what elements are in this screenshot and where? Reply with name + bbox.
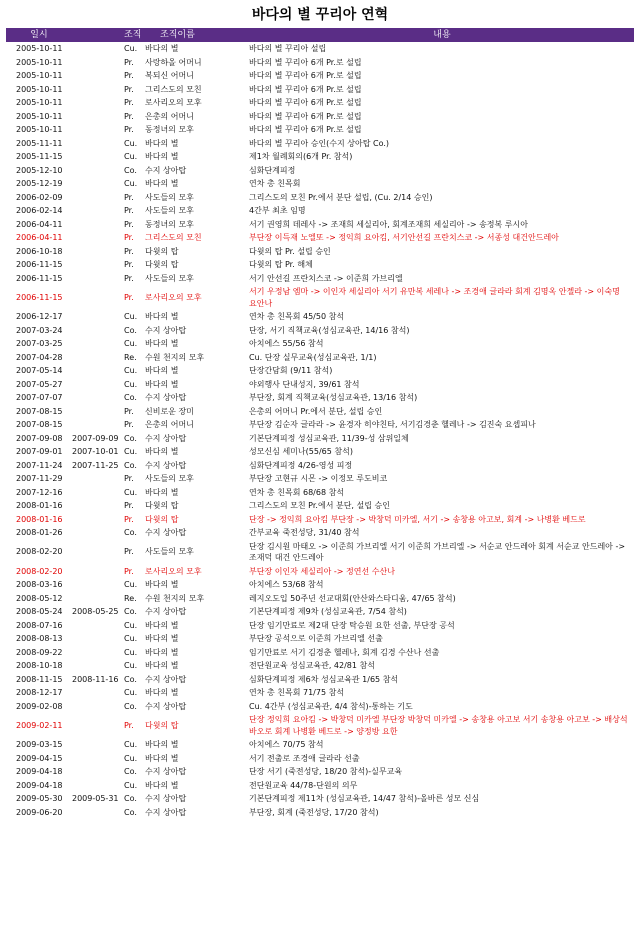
row-org: 그리스도의 모친 xyxy=(145,233,202,242)
table-row xyxy=(6,337,634,351)
row-date: 2005-12-19 xyxy=(16,179,63,188)
row-date: 2009-02-11 xyxy=(16,720,63,730)
row-org: 그리스도의 모친 xyxy=(145,84,202,94)
row-date: 2009-05-30 xyxy=(16,794,63,803)
row-text: 아치에스 55/56 참석 xyxy=(249,339,324,348)
row-text: 단장 임기만료로 제2대 단장 탁승원 요한 선출, 부단장 공석 xyxy=(249,620,455,630)
row-org: 로사리오의 모후 xyxy=(145,292,202,302)
row-text: 제1차 월례회의(6개 Pr. 참석) xyxy=(249,152,353,161)
row-org: 바다의 별 xyxy=(145,44,179,53)
row-org: 수지 상아탑 xyxy=(145,325,187,335)
row-type: Cu. xyxy=(124,661,138,670)
row-text: 서기 우정남 엠마 -> 이인자 세실리아 서기 유만복 세레나 -> 조경애 글라라 회계 김명옥 안젤라 -> 이숙명 요안나 xyxy=(249,287,620,308)
row-date: 2009-04-18 xyxy=(16,780,63,790)
row-org: 바다의 별 xyxy=(145,366,179,375)
row-org: 사도들의 모후 xyxy=(145,547,194,557)
row-org: 수원 천지의 모후 xyxy=(145,352,205,362)
table-row xyxy=(6,565,634,579)
row-type: Pr. xyxy=(124,111,134,121)
header-date: 일시 xyxy=(30,30,48,40)
row-date: 2007-08-15 xyxy=(16,420,63,429)
row-date: 2007-08-15 xyxy=(16,406,63,416)
row-text: 단장 김시원 마태오 -> 이준희 가브리엘 서기 이준희 가브리엘 -> 서순교 안드레아 회계 서순교 안드레아 -> 조재덕 대건 안드레아 xyxy=(249,541,626,562)
row-org: 수지 상아탑 xyxy=(145,528,187,537)
row-type: Pr. xyxy=(124,233,134,242)
row-text: 기본단계피정 제11차 (성심교육관, 14/47 참석)-올바른 성모 신심 xyxy=(249,794,480,803)
row-type: Co. xyxy=(124,325,137,335)
row-type: Cu. xyxy=(124,620,138,630)
row-text: 바다의 별 꾸리아 6개 Pr.로 설립 xyxy=(249,125,362,134)
table-row xyxy=(6,218,634,232)
row-org: 동정녀의 모후 xyxy=(145,219,194,229)
row-end-date: 2007-09-09 xyxy=(72,433,119,443)
row-type: Pr. xyxy=(124,474,134,483)
table-row xyxy=(6,378,634,392)
row-date: 2005-10-11 xyxy=(16,71,63,80)
table-row xyxy=(6,164,634,178)
row-text: 야외행사 단내성지, 39/61 참석 xyxy=(249,379,360,389)
row-text: 아치에스 53/68 참석 xyxy=(249,580,324,589)
row-org: 바다의 별 xyxy=(145,339,179,348)
row-org: 수지 상아탑 xyxy=(145,674,187,684)
row-org: 사도들의 모후 xyxy=(145,206,194,215)
row-text: 단장, 서기 직책교육(성심교육관, 14/16 참석) xyxy=(249,325,410,335)
table-row xyxy=(6,700,634,714)
row-date: 2005-10-11 xyxy=(16,111,63,121)
row-type: Co. xyxy=(124,528,137,537)
row-text: 단장 정익희 요아킴 -> 박창덕 미카엘 부단장 박창덕 미카엘 -> 송창용 아고보 서기 송창용 아고보 -> 배상석 바오로 회계 나병환 베드로 -> 양정방 요한 xyxy=(249,715,628,736)
row-org: 바다의 별 xyxy=(145,580,179,589)
table-row xyxy=(6,364,634,378)
table-row xyxy=(6,459,634,473)
row-end-date: 2008-11-16 xyxy=(72,674,119,684)
row-date: 2007-11-24 xyxy=(16,460,63,470)
row-type: Co. xyxy=(124,701,137,711)
row-type: Cu. xyxy=(124,339,138,348)
row-end-date: 2007-10-01 xyxy=(72,447,119,456)
row-org: 바다의 별 xyxy=(145,447,179,456)
row-date: 2006-11-15 xyxy=(16,260,63,269)
row-type: Pr. xyxy=(124,720,134,730)
row-date: 2008-11-15 xyxy=(16,674,63,684)
row-type: Co. xyxy=(124,460,137,470)
row-text: 서기 안선길 프란치스코 -> 이준희 가브리엘 xyxy=(249,273,403,283)
row-org: 수지 상아탑 xyxy=(145,807,187,817)
row-org: 수지 상아탑 xyxy=(145,433,187,443)
row-date: 2006-12-17 xyxy=(16,312,63,321)
row-date: 2009-02-08 xyxy=(16,701,63,711)
table-row xyxy=(6,123,634,137)
table-row xyxy=(6,191,634,205)
row-org: 신비로운 장미 xyxy=(145,406,194,416)
row-org: 바다의 별 xyxy=(145,661,179,670)
row-date: 2006-04-11 xyxy=(16,233,63,242)
row-org: 로사리오의 모후 xyxy=(145,98,202,107)
row-org: 다윗의 탑 xyxy=(145,720,179,730)
row-date: 2008-07-16 xyxy=(16,620,63,630)
row-type: Co. xyxy=(124,393,137,402)
row-org: 사도들의 모후 xyxy=(145,192,194,202)
table-row xyxy=(6,137,634,151)
row-date: 2007-03-24 xyxy=(16,325,63,335)
row-type: Cu. xyxy=(124,487,138,497)
row-type: Cu. xyxy=(124,366,138,375)
row-end-date: 2008-05-25 xyxy=(72,607,119,616)
row-text: 바다의 별 꾸리아 6개 Pr.로 설립 xyxy=(249,84,362,94)
row-type: Re. xyxy=(124,352,137,362)
row-type: Pr. xyxy=(124,71,134,80)
header-spacer xyxy=(72,28,124,42)
row-text: 바다의 별 꾸리아 설립 xyxy=(249,44,327,53)
row-date: 2008-02-20 xyxy=(16,547,63,557)
row-end-date: 2009-05-31 xyxy=(72,794,119,803)
table-row xyxy=(6,605,634,619)
row-org: 바다의 별 xyxy=(145,620,179,630)
row-type: Cu. xyxy=(124,138,138,148)
row-type: Cu. xyxy=(124,312,138,321)
row-type: Re. xyxy=(124,593,137,603)
table-row xyxy=(6,245,634,259)
row-text: 전단원교육 44/78-단원의 의무 xyxy=(249,780,358,790)
row-org: 바다의 별 xyxy=(145,688,179,697)
row-date: 2005-10-11 xyxy=(16,98,63,107)
table-row xyxy=(6,324,634,338)
table-row xyxy=(6,792,634,806)
row-type: Co. xyxy=(124,674,137,684)
row-org: 바다의 별 xyxy=(145,179,179,188)
row-org: 사도들의 모후 xyxy=(145,474,194,483)
row-type: Cu. xyxy=(124,740,138,749)
row-org: 동정녀의 모후 xyxy=(145,125,194,134)
row-date: 2009-03-15 xyxy=(16,740,63,749)
row-type: Pr. xyxy=(124,219,134,229)
row-text: 부단장 김순자 글라라 -> 윤경자 히야친타, 서기김경춘 헬레나 -> 김진숙 요셉피나 xyxy=(249,420,536,429)
row-text: 성모신심 세미나(55/65 참석) xyxy=(249,447,353,456)
table-row xyxy=(6,713,634,738)
row-text: 다윗의 탑 Pr. 설립 승인 xyxy=(249,246,331,256)
row-org: 수지 상아탑 xyxy=(145,165,187,175)
row-text: 부단장, 회계 (죽전성당, 17/20 참석) xyxy=(249,807,379,817)
row-org: 바다의 별 xyxy=(145,647,179,657)
header-text: 내용 xyxy=(433,30,451,40)
row-type: Co. xyxy=(124,807,137,817)
row-date: 2008-01-16 xyxy=(16,501,63,510)
row-text: 단장 -> 정익희 요아킴 부단장 -> 박창덕 미카엘, 서기 -> 송창용 아고보, 회계 -> 나병환 베드로 xyxy=(249,514,586,524)
table-row xyxy=(6,351,634,365)
table-row xyxy=(6,673,634,687)
row-date: 2008-09-22 xyxy=(16,647,63,657)
row-text: 아치에스 70/75 참석 xyxy=(249,740,324,749)
row-date: 2007-04-28 xyxy=(16,352,63,362)
row-org: 은총의 어머니 xyxy=(145,111,194,121)
row-org: 바다의 별 xyxy=(145,152,179,161)
row-org: 사도들의 모후 xyxy=(145,273,194,283)
table-row xyxy=(6,686,634,700)
row-type: Co. xyxy=(124,767,137,776)
table-row xyxy=(6,258,634,272)
row-text: 은총의 어머니 Pr.에서 분단, 설립 승인 xyxy=(249,406,383,416)
table-row xyxy=(6,806,634,820)
row-org: 사랑하올 어머니 xyxy=(145,57,202,67)
row-type: Pr. xyxy=(124,57,134,67)
row-org: 수지 상아탑 xyxy=(145,767,187,776)
row-date: 2007-05-14 xyxy=(16,366,63,375)
row-type: Pr. xyxy=(124,501,134,510)
row-type: Cu. xyxy=(124,447,138,456)
row-text: 심화단계피정 4/26-영성 피정 xyxy=(249,460,353,470)
row-text: Cu. 4간부 (성심교육관, 4/4 참석)-통하는 기도 xyxy=(249,701,413,711)
row-org: 수원 천지의 모후 xyxy=(145,593,205,603)
row-type: Pr. xyxy=(124,514,134,524)
row-org: 바다의 별 xyxy=(145,138,179,148)
row-org: 수지 상아탑 xyxy=(145,607,187,616)
row-date: 2007-09-08 xyxy=(16,433,63,443)
row-date: 2006-04-11 xyxy=(16,219,63,229)
table-row xyxy=(6,83,634,97)
row-org: 바다의 별 xyxy=(145,753,179,763)
row-date: 2008-12-17 xyxy=(16,688,63,697)
row-type: Pr. xyxy=(124,206,134,215)
row-date: 2006-02-14 xyxy=(16,206,63,215)
table-row xyxy=(6,619,634,633)
row-date: 2007-09-01 xyxy=(16,447,63,456)
row-text: 부단장, 회계 직책교육(성심교육관, 13/16 참석) xyxy=(249,393,418,402)
row-org: 바다의 별 xyxy=(145,487,179,497)
row-text: 서기 전출로 조경애 글라라 선출 xyxy=(249,753,360,763)
row-type: Pr. xyxy=(124,547,134,557)
row-text: 연차 총 친목회 68/68 참석 xyxy=(249,487,345,497)
row-type: Pr. xyxy=(124,260,134,269)
row-type: Cu. xyxy=(124,44,138,53)
page-title: 바다의 별 꾸리아 연혁 xyxy=(251,7,389,23)
table-row xyxy=(6,391,634,405)
row-type: Cu. xyxy=(124,580,138,589)
table-row xyxy=(6,110,634,124)
row-org: 은총의 어머니 xyxy=(145,420,194,429)
row-text: 바다의 별 꾸리아 6개 Pr.로 설립 xyxy=(249,71,362,80)
row-type: Cu. xyxy=(124,780,138,790)
row-text: 바다의 별 꾸리아 6개 Pr.로 설립 xyxy=(249,98,362,107)
row-text: 그리스도의 모친 Pr.에서 분단 설립, (Cu. 2/14 승인) xyxy=(249,192,433,202)
table-row xyxy=(6,592,634,606)
row-date: 2008-10-18 xyxy=(16,661,63,670)
row-date: 2009-06-20 xyxy=(16,807,63,817)
table-row xyxy=(6,96,634,110)
table-row xyxy=(6,418,634,432)
table-row xyxy=(6,526,634,540)
table-row xyxy=(6,632,634,646)
row-date: 2005-10-11 xyxy=(16,125,63,134)
row-org: 바다의 별 xyxy=(145,634,179,643)
table-row xyxy=(6,646,634,660)
table-row xyxy=(6,578,634,592)
row-type: Pr. xyxy=(124,125,134,134)
row-date: 2009-04-18 xyxy=(16,767,63,776)
row-type: Cu. xyxy=(124,688,138,697)
row-text: 부단장 이득재 노엘또 -> 정익희 요아킴, 서기안선길 프란치스코 -> 서종성 대건안드레아 xyxy=(249,233,559,242)
table-row xyxy=(6,765,634,779)
row-text: 바다의 별 꾸리아 6개 Pr.로 설립 xyxy=(249,111,362,121)
table-row xyxy=(6,42,634,56)
row-type: Pr. xyxy=(124,192,134,202)
row-org: 바다의 별 xyxy=(145,379,179,389)
row-text: 심화단계피정 xyxy=(249,165,296,175)
history-table xyxy=(6,42,634,819)
row-type: Cu. xyxy=(124,379,138,389)
row-text: 단장간담회 (9/11 참석) xyxy=(249,366,333,375)
row-org: 수지 상아탑 xyxy=(145,701,187,711)
row-text: 기본단계피정 성심교육관, 11/39-성 삼위일체 xyxy=(249,433,409,443)
row-text: 연차 총 친목회 45/50 참석 xyxy=(249,312,345,321)
row-text: 부단장 공석으로 이준희 가브리엘 선출 xyxy=(249,634,383,643)
table-row xyxy=(6,486,634,500)
row-org: 수지 상아탑 xyxy=(145,794,187,803)
table-row xyxy=(6,405,634,419)
row-text: 다윗의 탑 Pr. 해체 xyxy=(249,260,313,269)
row-date: 2008-05-24 xyxy=(16,607,63,616)
table-row xyxy=(6,285,634,310)
row-date: 2007-12-16 xyxy=(16,487,63,497)
row-date: 2006-02-09 xyxy=(16,192,63,202)
row-text: 바다의 별 꾸리아 승인(수지 상아탑 Co.) xyxy=(249,138,390,148)
row-type: Cu. xyxy=(124,753,138,763)
table-row xyxy=(6,472,634,486)
row-type: Cu. xyxy=(124,647,138,657)
table-row xyxy=(6,432,634,446)
row-type: Cu. xyxy=(124,152,138,161)
row-date: 2008-03-16 xyxy=(16,580,63,589)
row-type: Pr. xyxy=(124,292,134,302)
row-text: 부단장 고현규 시몬 -> 이정모 루도비코 xyxy=(249,474,388,483)
row-date: 2007-07-07 xyxy=(16,393,63,402)
row-org: 다윗의 탑 xyxy=(145,246,179,256)
table-row xyxy=(6,738,634,752)
table-row xyxy=(6,779,634,793)
row-date: 2008-02-20 xyxy=(16,566,63,576)
row-org: 다윗의 탑 xyxy=(145,514,179,524)
row-type: Pr. xyxy=(124,246,134,256)
table-row xyxy=(6,445,634,459)
row-text: 임기만료로 서기 김경춘 헬레나, 회계 김경 수산나 선출 xyxy=(249,647,440,657)
row-text: 바다의 별 꾸리아 6개 Pr.로 설립 xyxy=(249,57,362,67)
table-row xyxy=(6,310,634,324)
row-date: 2006-11-15 xyxy=(16,273,63,283)
table-row xyxy=(6,69,634,83)
table-row xyxy=(6,540,634,565)
row-date: 2005-11-15 xyxy=(16,152,63,161)
row-date: 2005-11-11 xyxy=(16,138,63,148)
row-date: 2005-12-10 xyxy=(16,165,63,175)
row-org: 바다의 별 xyxy=(145,780,179,790)
row-org: 수지 상아탑 xyxy=(145,393,187,402)
row-text: 전단원교육 성심교육관, 42/81 참석 xyxy=(249,661,375,670)
table-row xyxy=(6,204,634,218)
row-type: Pr. xyxy=(124,420,134,429)
row-date: 2007-11-29 xyxy=(16,474,63,483)
table-header xyxy=(6,28,634,42)
row-type: Co. xyxy=(124,165,137,175)
row-date: 2008-01-26 xyxy=(16,528,63,537)
row-text: 단장 서기 (죽전성당, 18/20 참석)-실무교육 xyxy=(249,767,403,776)
row-org: 복되신 어머니 xyxy=(145,71,194,80)
row-date: 2008-01-16 xyxy=(16,514,63,524)
row-org: 다윗의 탑 xyxy=(145,260,179,269)
table-row xyxy=(6,56,634,70)
row-type: Co. xyxy=(124,794,137,803)
row-date: 2005-10-11 xyxy=(16,57,63,67)
table-row xyxy=(6,752,634,766)
row-type: Co. xyxy=(124,433,137,443)
row-date: 2005-10-11 xyxy=(16,84,63,94)
row-text: 연차 총 친목회 71/75 참석 xyxy=(249,688,345,697)
row-text: 4간부 최초 임명 xyxy=(249,206,306,215)
row-date: 2008-05-12 xyxy=(16,593,63,603)
row-date: 2005-10-11 xyxy=(16,44,63,53)
row-type: Pr. xyxy=(124,98,134,107)
table-row xyxy=(6,177,634,191)
row-type: Pr. xyxy=(124,84,134,94)
row-type: Cu. xyxy=(124,634,138,643)
table-row xyxy=(6,150,634,164)
row-date: 2006-10-18 xyxy=(16,246,63,256)
table-row xyxy=(6,659,634,673)
row-date: 2009-04-15 xyxy=(16,753,63,763)
row-type: Pr. xyxy=(124,273,134,283)
row-org: 수지 상아탑 xyxy=(145,460,187,470)
row-org: 바다의 별 xyxy=(145,312,179,321)
table-row xyxy=(6,272,634,286)
row-end-date: 2007-11-25 xyxy=(72,460,119,470)
header-type: 조직 xyxy=(124,30,142,40)
row-date: 2008-08-13 xyxy=(16,634,63,643)
row-date: 2006-11-15 xyxy=(16,292,63,302)
row-text: 간부교육 죽전성당, 31/40 참석 xyxy=(249,528,360,537)
row-text: 레지오도입 50주년 선교대회(안산와스타디움, 47/65 참석) xyxy=(249,593,456,603)
row-text: 연차 총 친목회 xyxy=(249,179,301,188)
table-row xyxy=(6,231,634,245)
row-org: 바다의 별 xyxy=(145,740,179,749)
row-text: 심화단계피정 제6차 성심교육관 1/65 참석 xyxy=(249,674,399,684)
row-org: 로사리오의 모후 xyxy=(145,566,202,576)
row-type: Pr. xyxy=(124,406,134,416)
row-text: 그리스도의 모친 Pr.에서 분단, 설립 승인 xyxy=(249,501,390,510)
row-type: Pr. xyxy=(124,566,134,576)
row-date: 2007-03-25 xyxy=(16,339,63,348)
row-text: 서기 권영희 데레사 -> 조재희 세실리아, 회계조재희 세실리아 -> 송정복 루시아 xyxy=(249,219,528,229)
table-row xyxy=(6,499,634,513)
row-date: 2007-05-27 xyxy=(16,379,63,389)
row-text: 부단장 이인자 세실리아 -> 정연선 수산나 xyxy=(249,566,395,576)
row-type: Co. xyxy=(124,607,137,616)
row-text: Cu. 단장 실무교육(성심교육관, 1/1) xyxy=(249,352,377,362)
row-type: Cu. xyxy=(124,179,138,188)
header-org: 조직이름 xyxy=(160,30,195,40)
row-text: 기본단계피정 제9차 (성심교육관, 7/54 참석) xyxy=(249,607,407,616)
table-row xyxy=(6,513,634,527)
row-org: 다윗의 탑 xyxy=(145,501,179,510)
